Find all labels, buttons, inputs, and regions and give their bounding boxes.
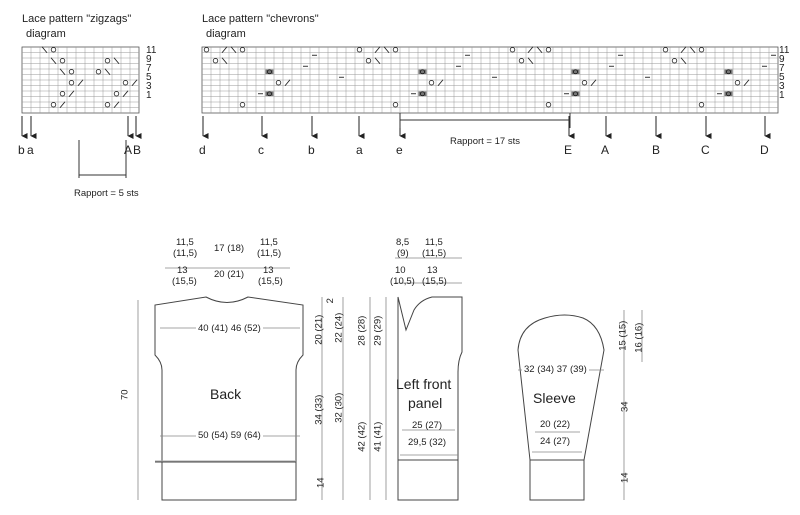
row-label: 1	[146, 90, 152, 101]
sleeve-width-mid: 20 (22)	[540, 419, 571, 430]
row-label: 3	[779, 81, 785, 92]
chevrons-arrow-label-b: b	[308, 143, 315, 157]
back-neck-right-upper: 13	[263, 265, 274, 276]
back-top-right-lower: (11,5)	[257, 248, 282, 259]
front-width-lower: 29,5 (32)	[408, 437, 447, 448]
sleeve-cap-left: 15 (15)	[617, 320, 629, 351]
back-top-left-lower: (11,5)	[173, 248, 198, 259]
chart-arrows	[22, 116, 765, 136]
front-top-left-upper: 8,5	[396, 237, 410, 248]
back-neck-mid: 20 (21)	[214, 269, 245, 280]
zigzags-title: Lace pattern "zigzags"	[22, 13, 132, 25]
front-upper-right: 29 (29)	[372, 315, 384, 346]
zigzags-arrow-label-A: A	[124, 143, 133, 157]
row-label: 5	[146, 72, 152, 83]
chevrons-arrow-label-C: C	[701, 143, 710, 157]
sleeve-cap-right: 16 (16)	[633, 322, 645, 353]
front-label-line1: Left front	[396, 376, 452, 392]
sleeve-outline	[518, 315, 604, 500]
back-neck-right-lower: (15,5)	[258, 276, 283, 287]
row-label: 9	[146, 54, 152, 65]
chevrons-arrow-label-A: A	[601, 143, 610, 157]
chevrons-arrow-label-e: e	[396, 143, 403, 157]
row-label: 11	[779, 45, 790, 56]
back-body: 34 (33)	[313, 394, 325, 425]
chevrons-arrow-label-a: a	[356, 143, 363, 157]
zigzags-arrow-label-B: B	[133, 143, 142, 157]
chevrons-arrow-label-E: E	[564, 143, 573, 157]
chevrons-rapport: Rapport = 17 sts	[450, 136, 520, 147]
chevrons-rapport-bracket	[400, 113, 570, 128]
row-label: 7	[146, 63, 152, 74]
chevrons-arrow-label-D: D	[760, 143, 769, 157]
back-total-height: 70	[119, 389, 131, 401]
row-label: 5	[779, 72, 785, 83]
back-label: Back	[210, 386, 242, 402]
back-top-right-upper: 11,5	[260, 237, 278, 248]
row-label: 7	[779, 63, 785, 74]
sleeve-width-lower: 24 (27)	[540, 436, 571, 447]
zigzags-arrow-label-a: a	[27, 143, 34, 157]
back-hem: 50 (54) 59 (64)	[198, 430, 261, 441]
front-top-right-lower: (11,5)	[422, 248, 447, 259]
front-mid-right-upper: 13	[427, 265, 438, 276]
sleeve-cuff: 14	[619, 472, 631, 484]
back-rib: 14	[315, 477, 327, 489]
zigzags-chart-grid	[22, 47, 139, 113]
back-neck-left-lower: (15,5)	[172, 276, 197, 287]
front-lower-left: 42 (42)	[356, 421, 368, 452]
back-armhole-2: 22 (24)	[333, 312, 345, 343]
zigzags-rapport: Rapport = 5 sts	[74, 188, 139, 199]
back-chest: 40 (41) 46 (52)	[198, 323, 261, 334]
chevrons-subtitle: diagram	[206, 28, 246, 40]
chevrons-arrow-label-B: B	[652, 143, 661, 157]
row-label: 11	[146, 45, 157, 56]
front-top-right-upper: 11,5	[425, 237, 443, 248]
front-mid-left-lower: (10,5)	[390, 276, 415, 287]
front-mid-right-lower: (15,5)	[422, 276, 447, 287]
row-label: 9	[779, 54, 785, 65]
row-label: 1	[779, 90, 785, 101]
front-lower-right: 41 (41)	[372, 421, 384, 452]
sleeve-length: 34	[619, 401, 631, 413]
back-shoulder: 2	[324, 298, 336, 304]
front-mid-left-upper: 10	[395, 265, 406, 276]
back-top-left-upper: 11,5	[176, 237, 194, 248]
front-label-line2: panel	[408, 395, 443, 411]
back-armhole: 20 (21)	[313, 314, 325, 345]
zigzags-subtitle: diagram	[26, 28, 66, 40]
back-neck-left-upper: 13	[177, 265, 188, 276]
chevrons-title: Lace pattern "chevrons"	[202, 13, 319, 25]
zigzags-arrow-label-b: b	[18, 143, 25, 157]
front-width-upper: 25 (27)	[412, 420, 443, 431]
back-body-2: 32 (30)	[333, 392, 345, 423]
back-top-mid: 17 (18)	[214, 243, 245, 254]
sleeve-upper-width: 32 (34) 37 (39)	[524, 364, 587, 375]
row-label: 3	[146, 81, 152, 92]
front-top-left-lower: (9)	[397, 248, 409, 259]
chevrons-arrow-label-d: d	[199, 143, 206, 157]
chevrons-arrow-label-c: c	[258, 143, 264, 157]
chevrons-chart-grid	[202, 47, 778, 113]
front-upper-left: 28 (28)	[356, 315, 368, 346]
sleeve-label: Sleeve	[533, 390, 576, 406]
zigzags-rapport-bracket	[79, 140, 126, 178]
